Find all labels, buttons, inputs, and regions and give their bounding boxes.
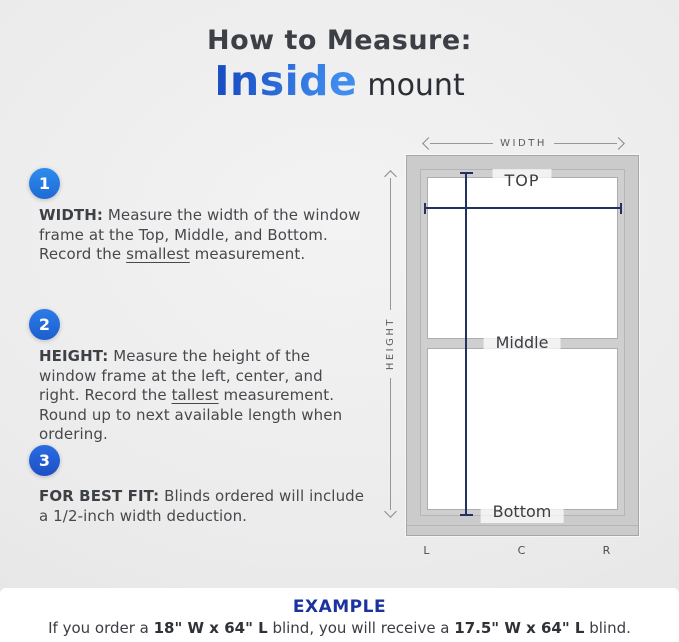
label-middle: Middle — [484, 331, 561, 354]
title-block — [0, 24, 679, 113]
step-2-text: HEIGHT: Measure the height of the window frame at the left, center, and right. Record the tallest measurement. Round up to next available length when ordering. — [39, 347, 343, 443]
window-upper-pane — [427, 177, 618, 339]
width-dimension-arrow — [424, 136, 623, 150]
height-dimension-label: HEIGHT — [384, 317, 396, 371]
arrow-up-icon — [384, 170, 397, 183]
step-3-text: FOR BEST FIT: Blinds ordered will include a 1/2-inch width deduction. — [39, 487, 365, 525]
page-title: How to Measure: — [207, 25, 472, 56]
arrow-down-icon — [384, 505, 397, 518]
page-subtitle — [0, 58, 679, 113]
step-1-badge: 1 — [29, 168, 60, 199]
arrow-right-icon — [612, 137, 625, 150]
example-heading: EXAMPLE — [292, 597, 387, 617]
example-section — [0, 588, 679, 642]
example-text: If you order a 18" W x 64" L blind, you will receive a 17.5" W x 64" L blind. — [48, 619, 631, 637]
marker-left: L — [423, 544, 431, 557]
subtitle-highlight: Inside — [214, 57, 358, 105]
height-measure-line — [465, 172, 467, 516]
subtitle-rest: mount — [367, 68, 465, 103]
height-dimension-arrow — [383, 172, 397, 516]
step-1-text: WIDTH: Measure the width of the window frame at the Top, Middle, and Bottom. Record the smallest measurement. — [39, 206, 361, 263]
width-measure-line — [424, 207, 622, 209]
step-3-badge: 3 — [29, 445, 60, 476]
marker-right: R — [602, 544, 612, 557]
width-dimension-label: WIDTH — [500, 137, 547, 149]
arrow-left-icon — [422, 137, 435, 150]
step-2-badge: 2 — [29, 309, 60, 340]
window-lower-pane — [427, 348, 618, 510]
label-bottom: Bottom — [481, 500, 564, 523]
label-top: TOP — [492, 169, 551, 192]
window-sill-line — [407, 525, 638, 526]
marker-center: C — [517, 544, 527, 557]
